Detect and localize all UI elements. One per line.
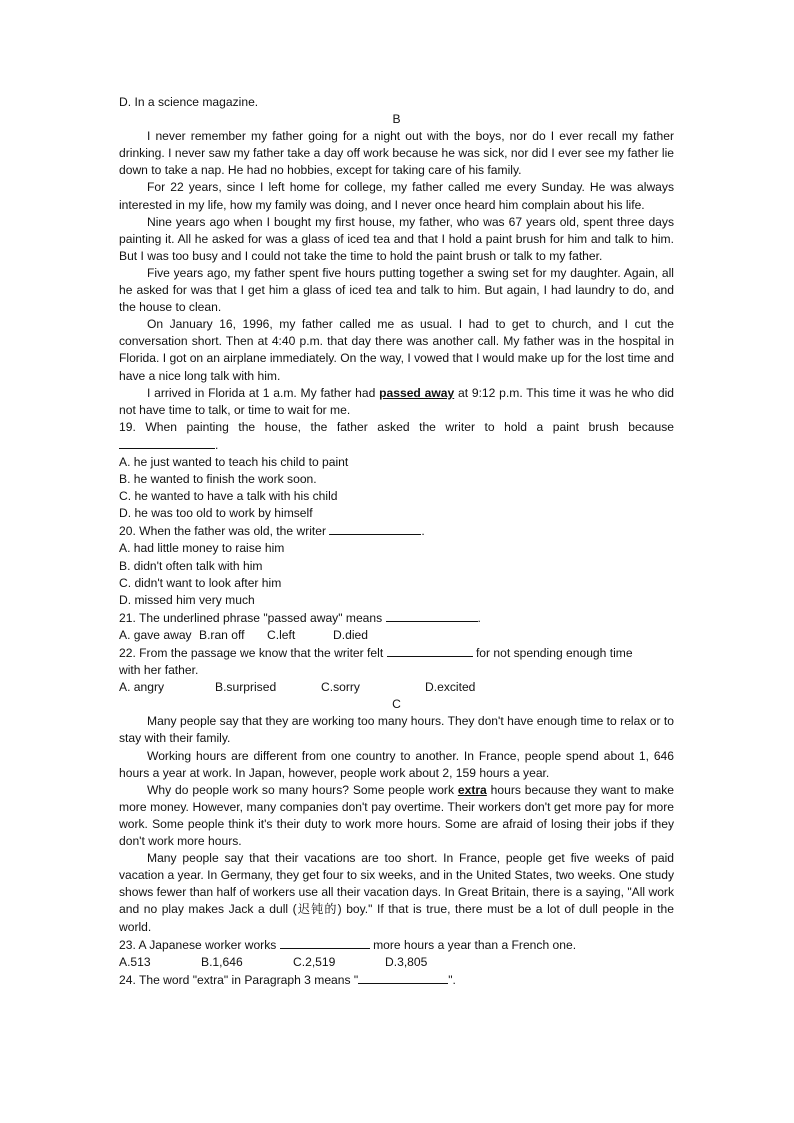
passage-b-paragraph-3: Nine years ago when I bought my first house, my father, who was 67 years old, spent three days painting it. All he asked for was a glass of iced tea and that I hold a paint brush for him and talk to him. But I was too busy and I could not take the time to hold the paint brush or talk to my father.	[119, 214, 674, 263]
para-text: I arrived in Florida at 1 a.m. My father had	[147, 385, 380, 400]
answer-blank	[329, 522, 421, 535]
passage-b-paragraph-5: On January 16, 1996, my father called me as usual. I had to get to church, and I cut the conversation short. Then at 4:40 p.m. that day there was another call. My father was in the hospital in Florida. I got on an airplane immediately. On the way, I vowed that I would make up for the lost time and have a nice long talk with him.	[119, 317, 674, 383]
passage-b-paragraph-4: Five years ago, my father spent five hours putting together a swing set for my daughter. Again, all he asked for was that I get him a glass of iced tea and talk to him. But again, I had laundry to do, and the house to clean.	[119, 265, 674, 315]
question-20-option-a: A. had little money to raise him	[119, 541, 285, 556]
question-22-option-a: A. angry	[119, 680, 165, 695]
section-b-heading: B	[392, 112, 401, 127]
question-19	[119, 419, 674, 436]
answer-blank	[387, 644, 473, 657]
question-22-stem-end: for not spending enough time	[475, 646, 633, 660]
previous-option-d: D. In a science magazine.	[119, 95, 259, 109]
question-22-stem-line-2: with her father.	[119, 663, 199, 678]
answer-blank	[280, 936, 370, 949]
passage-c-paragraph-3	[119, 782, 674, 850]
passage-c-paragraph-1: Many people say that they are working too many hours. They don't have enough time to relax or to stay with their family.	[119, 714, 674, 746]
question-22-options	[119, 679, 674, 696]
question-21-stem: 21. The underlined phrase "passed away" means	[119, 610, 383, 625]
question-23-option-b: B.1,646	[201, 954, 243, 969]
question-21-option-a: A. gave away	[119, 627, 192, 642]
question-23-option-a: A.513	[119, 954, 151, 969]
answer-blank	[358, 971, 448, 984]
para-text: hours because they want to make more money. However, many companies don't pay overtime. Their workers don't get more pay for more work. Some people think it's their duty to work more hours. Some are afraid of losing their jobs if they don't work more hours.	[119, 782, 675, 849]
question-23	[119, 936, 674, 954]
question-23-option-d: D.3,805	[385, 954, 428, 969]
question-20-option-c: C. didn't want to look after him	[119, 575, 282, 590]
question-19-option-b: B. he wanted to finish the work soon.	[119, 472, 317, 487]
passage-b-paragraph-1: I never remember my father going for a night out with the boys, nor do I ever recall my father drinking. I never saw my father take a day off work because he was sick, nor did I ever see my father lie down to take a nap. He had no hobbies, except for taking care of his family.	[119, 129, 674, 178]
question-22-option-d: D.excited	[425, 680, 476, 695]
question-24	[119, 971, 674, 989]
question-22	[119, 644, 674, 662]
underlined-word-extra: extra	[457, 782, 487, 797]
underlined-phrase-passed-away: passed away	[379, 385, 455, 400]
para-text: Why do people work so many hours? Some people work	[147, 782, 458, 797]
question-19-option-c: C. he wanted to have a talk with his child	[119, 489, 338, 504]
question-21: 21. The underlined phrase "passed away" means .	[119, 610, 481, 625]
question-20-option-d: D. missed him very much	[119, 592, 255, 607]
document-page	[119, 94, 674, 989]
question-22-option-b: B.surprised	[215, 680, 277, 695]
question-23-stem-end: more hours a year than a French one.	[373, 937, 577, 952]
answer-blank	[119, 436, 215, 449]
passage-b-paragraph-2: For 22 years, since I left home for college, my father called me every Sunday. He was always interested in my life, how my family was doing, and I never once heard him complain about his life.	[119, 180, 674, 212]
question-23-option-c: C.2,519	[293, 954, 336, 969]
question-23-stem-start: 23. A Japanese worker works	[119, 937, 277, 952]
passage-c-paragraph-2: Working hours are different from one country to another. In France, people spend about 1, 646 hours a year at work. In Japan, however, people work about 2, 159 hours a year.	[119, 748, 674, 780]
question-20: 20. When the father was old, the writer .	[119, 524, 425, 539]
question-19-option-d: D. he was too old to work by himself	[119, 506, 313, 521]
question-21-option-b: B.ran off	[199, 627, 245, 642]
question-21-option-d: D.died	[333, 627, 368, 642]
para-text: at 9:12 p.m. This time it was he who did not have time to talk, or time to wait for me.	[119, 385, 674, 417]
question-22-option-c: C.sorry	[321, 680, 360, 695]
question-20-option-b: B. didn't often talk with him	[119, 558, 263, 573]
question-21-option-c: C.left	[267, 627, 296, 642]
question-24-stem-end: ".	[448, 972, 456, 987]
passage-c-paragraph-4: Many people say that their vacations are too short. In France, people get five weeks of paid vacation a year. In Germany, they get four to six weeks, and in the United States, two weeks. One study shows fewer than half of workers use all their vacation days. In Great Britain, there is a saying, "All work and no play makes Jack a dull (迟钝的) boy." If that is true, there must be a lot of dull people in the world.	[119, 851, 674, 934]
question-19-option-a: A. he just wanted to teach his child to paint	[119, 454, 349, 469]
passage-b-paragraph-6	[119, 385, 674, 419]
section-c-heading: C	[392, 697, 401, 712]
question-24-stem-start: 24. The word "extra" in Paragraph 3 means "	[119, 972, 359, 987]
question-23-options	[119, 954, 674, 971]
question-21-options	[119, 627, 674, 644]
answer-blank	[386, 609, 478, 622]
question-20-stem: 20. When the father was old, the writer	[119, 524, 327, 539]
question-22-stem-start: 22. From the passage we know that the writer felt	[119, 646, 384, 660]
question-19-blank-line: .	[119, 436, 674, 454]
question-19-stem: 19. When painting the house, the father asked the writer to hold a paint brush because	[119, 419, 674, 434]
